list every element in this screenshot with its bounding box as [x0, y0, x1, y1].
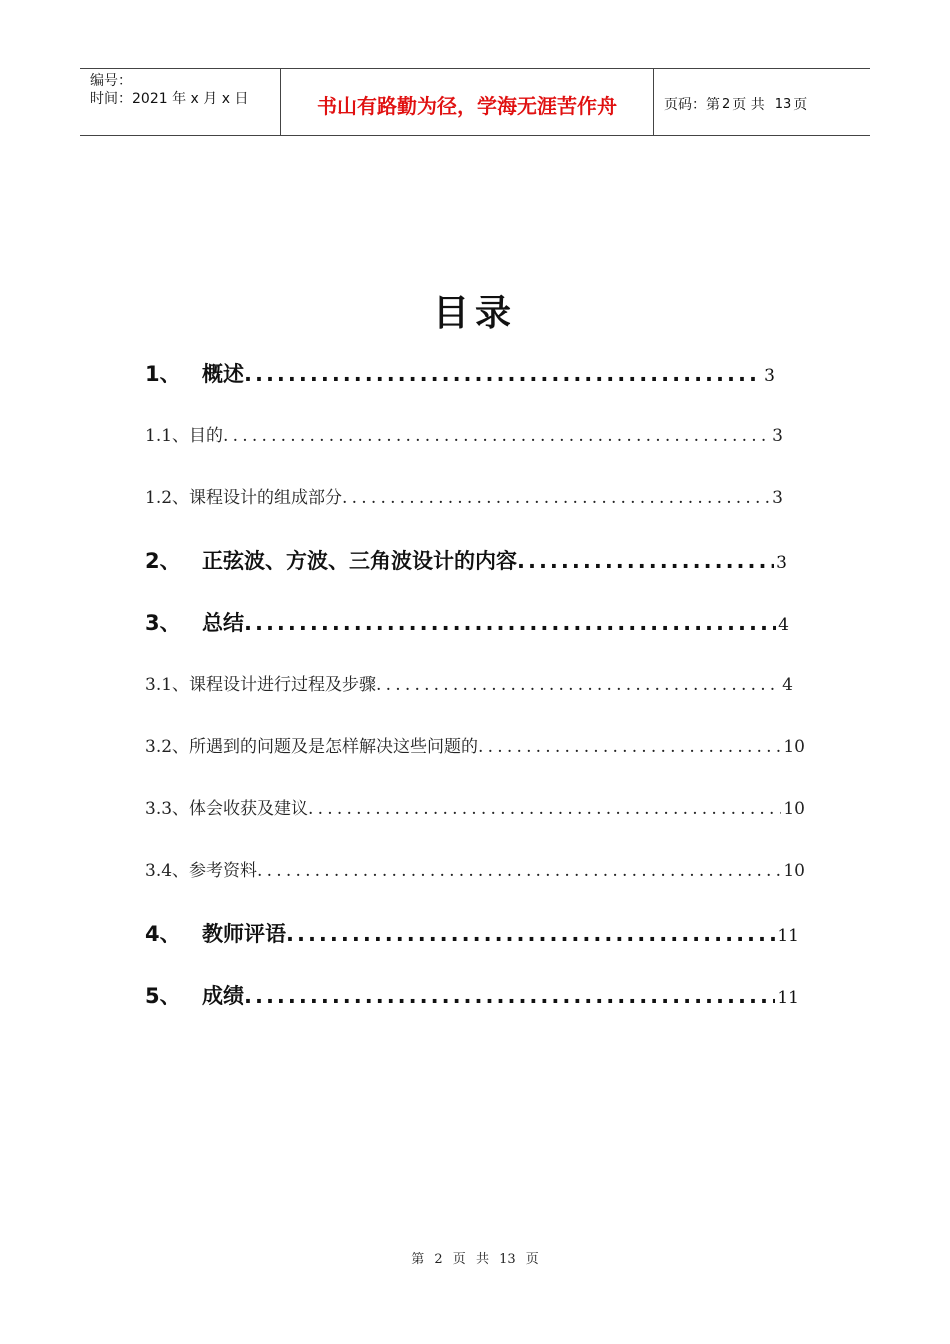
toc-entry-page: 3: [776, 553, 787, 573]
toc-leader-dots: [308, 799, 781, 819]
page-suffix: 页: [793, 97, 808, 113]
footer-total: 13: [499, 1252, 516, 1267]
footer-p3: 共: [475, 1252, 489, 1267]
toc-entry-text: 体会收获及建议: [189, 799, 309, 819]
page-footer: [0, 1248, 950, 1267]
page-header: [80, 68, 870, 136]
footer-p4: 页: [525, 1252, 539, 1267]
toc-entry-number: 3.3、: [145, 799, 190, 819]
toc-entry-text: 课程设计进行过程及步骤: [189, 675, 377, 695]
toc-entry-page: 11: [777, 988, 799, 1008]
page-current: 2: [722, 96, 731, 112]
toc-leader-dots: [517, 549, 774, 573]
header-motto: [280, 69, 654, 135]
toc-entry-number: 1、: [145, 362, 181, 386]
toc-entry-text: 所遇到的问题及是怎样解决这些问题的: [189, 737, 479, 757]
header-meta: [80, 69, 280, 135]
toc-entry-number: 4、: [145, 922, 181, 946]
toc-entry[interactable]: [145, 545, 787, 575]
toc-entry-page: 3: [772, 426, 783, 446]
footer-current: 2: [434, 1252, 443, 1267]
toc-entry[interactable]: [145, 732, 805, 762]
toc-entry[interactable]: [145, 918, 799, 948]
toc-entry[interactable]: [145, 670, 793, 700]
toc-entry-number: 3.2、: [145, 737, 190, 757]
serial-label: 编号：: [90, 73, 132, 89]
toc-entry-text: 正弦波、方波、三角波设计的内容: [202, 549, 517, 573]
page-prefix: 页码：第: [664, 97, 720, 113]
toc-entry-number: 3、: [145, 611, 181, 635]
toc-entry-page: 10: [783, 799, 805, 819]
toc-entry-number: 1.2、: [145, 488, 190, 508]
toc-entry-number: 5、: [145, 984, 181, 1008]
toc-leader-dots: [244, 611, 776, 635]
toc-entry-number: 3.1、: [145, 675, 190, 695]
toc-entry[interactable]: [145, 421, 783, 451]
footer-p1: 第: [411, 1252, 425, 1267]
toc-entry-page: 3: [772, 488, 783, 508]
toc-entry[interactable]: [145, 607, 789, 637]
page-mid: 页 共: [732, 97, 765, 113]
toc-entry-text: 参考资料: [189, 861, 258, 881]
toc-entry[interactable]: [145, 794, 805, 824]
toc-entry-text: 教师评语: [202, 922, 286, 946]
toc-entry-text: 成绩: [202, 984, 244, 1008]
toc-entry[interactable]: [145, 856, 805, 886]
date-label: 时间：2021 年 x 月 x 日: [90, 91, 249, 107]
toc-leader-dots: [376, 675, 780, 695]
toc-entry[interactable]: [145, 358, 775, 388]
toc-leader-dots: [342, 488, 770, 508]
toc-entry-page: 10: [783, 737, 805, 757]
toc-leader-dots: [257, 861, 781, 881]
toc-entry-page: 4: [778, 615, 789, 635]
toc-title: 目录: [432, 293, 517, 334]
toc-entry-page: 11: [777, 926, 799, 946]
toc-entry-page: 4: [782, 675, 793, 695]
toc-entry[interactable]: [145, 980, 799, 1010]
toc-leader-dots: [244, 984, 775, 1008]
toc-entry-text: 概述: [202, 362, 244, 386]
toc-entry-number: 2、: [145, 549, 181, 573]
toc-entry-page: 10: [783, 861, 805, 881]
toc-leader-dots: [478, 737, 781, 757]
toc-entry-text: 课程设计的组成部分: [189, 488, 343, 508]
toc-entry-number: 3.4、: [145, 861, 190, 881]
footer-p2: 页: [452, 1252, 466, 1267]
toc-entry-text: 总结: [202, 611, 244, 635]
page-total: 13: [774, 96, 792, 112]
toc-leader-dots: [223, 426, 770, 446]
toc-leader-dots: [244, 362, 762, 386]
toc-entry[interactable]: [145, 483, 783, 513]
toc-entry-number: 1.1、: [145, 426, 190, 446]
toc-entry-page: 3: [764, 366, 775, 386]
toc-leader-dots: [286, 922, 775, 946]
motto-text: 书山有路勤为径，学海无涯苦作舟: [317, 93, 617, 118]
toc-entry-text: 目的: [189, 426, 224, 446]
header-page-info: [654, 69, 870, 135]
